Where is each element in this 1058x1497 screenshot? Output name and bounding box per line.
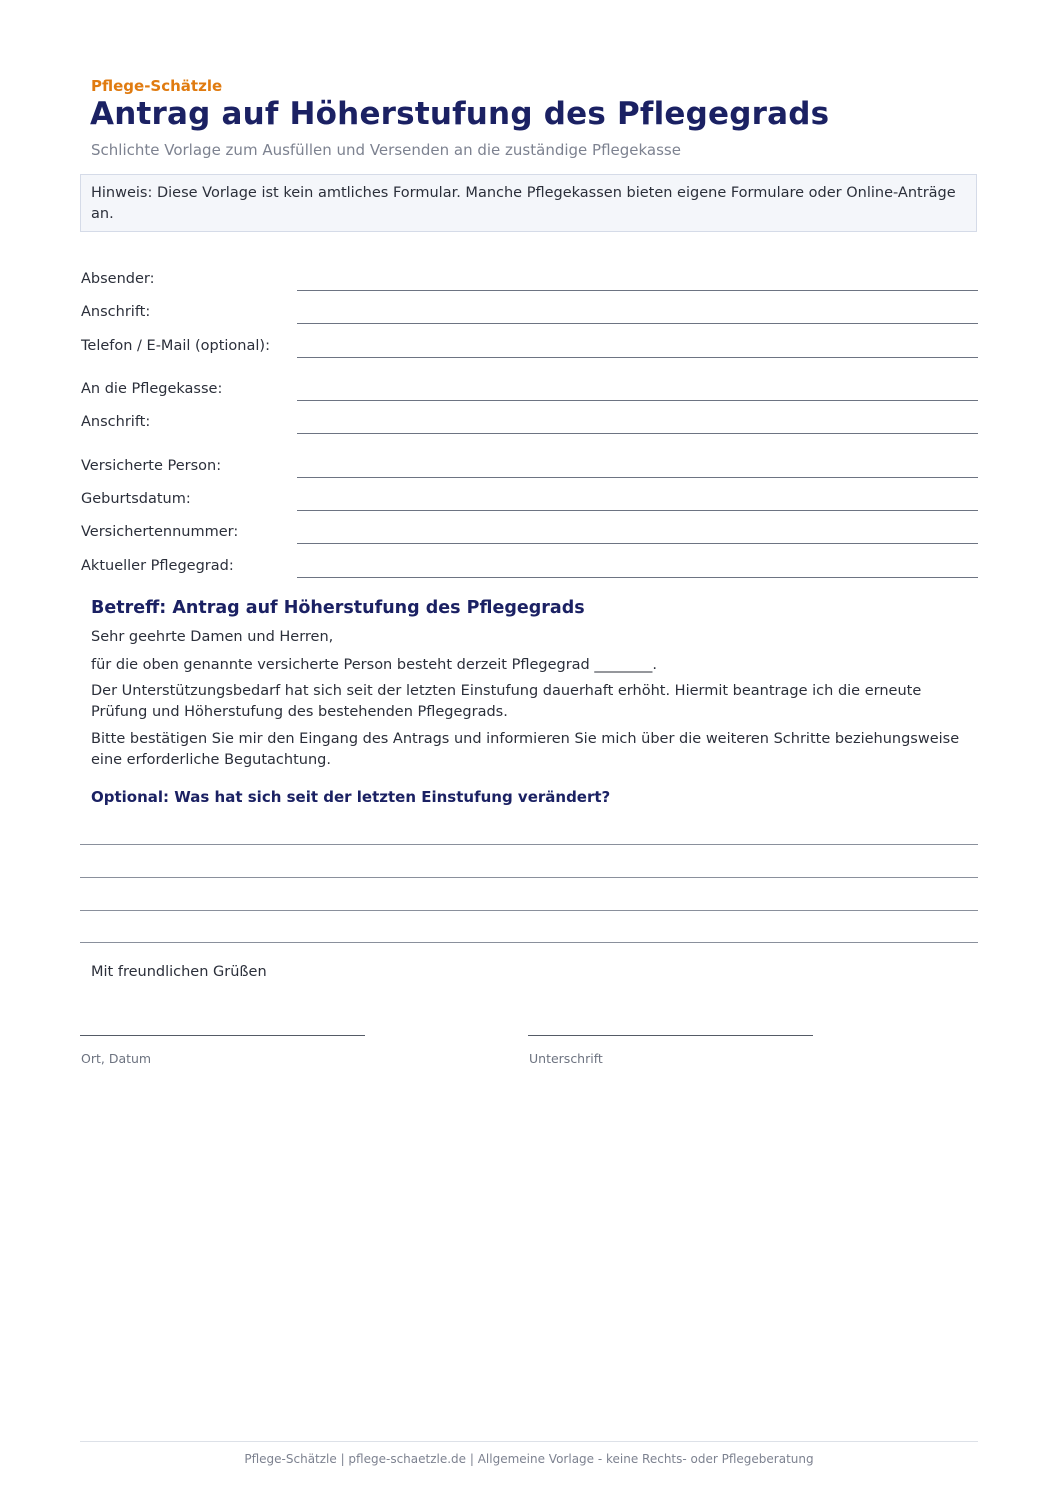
field-label: Geburtsdatum:	[81, 491, 191, 507]
field-label: Telefon / E-Mail (optional):	[81, 338, 270, 354]
notice-text: Hinweis: Diese Vorlage ist kein amtliches Formular. Manche Pflegekassen bieten eigene Formulare oder Online-Anträge an.	[91, 185, 956, 222]
place-date-line[interactable]	[80, 1035, 365, 1036]
letter-salutation: Sehr geehrte Damen und Herren,	[91, 629, 334, 645]
letter-closing: Mit freundlichen Grüßen	[91, 964, 267, 980]
geburtsdatum-input-line[interactable]	[297, 510, 978, 511]
field-label: Versicherte Person:	[81, 458, 222, 474]
pflegegrad-input-line[interactable]	[297, 577, 978, 578]
field-geburtsdatum	[81, 489, 978, 513]
anschrift-sender-input-line[interactable]	[297, 323, 978, 324]
versicherte-person-input-line[interactable]	[297, 477, 978, 478]
field-absender	[81, 269, 978, 293]
signature-label: Unterschrift	[529, 1051, 603, 1066]
field-pflegegrad	[81, 556, 978, 580]
pflegekasse-input-line[interactable]	[297, 400, 978, 401]
letter-paragraph: für die oben genannte versicherte Person besteht derzeit Pflegegrad ________.	[91, 657, 657, 673]
page-title: Antrag auf Höherstufung des Pflegegrads	[90, 96, 830, 132]
field-anschrift-sender	[81, 302, 978, 326]
answer-line[interactable]	[80, 844, 978, 845]
signature-line[interactable]	[528, 1035, 813, 1036]
page-footer: Pflege-Schätzle | pflege-schaetzle.de | Allgemeine Vorlage - keine Rechts- oder Pflegeberatung	[244, 1452, 814, 1466]
answer-line[interactable]	[80, 910, 978, 911]
answer-line[interactable]	[80, 877, 978, 878]
brand-name: Pflege-Schätzle	[91, 77, 223, 95]
notice-box	[80, 174, 977, 232]
answer-line[interactable]	[80, 942, 978, 943]
letter-paragraph: Bitte bestätigen Sie mir den Eingang des Antrags und informieren Sie mich über die weiteren Schritte beziehungsweise eine erforderliche Begutachtung.	[91, 731, 960, 768]
absender-input-line[interactable]	[297, 290, 978, 291]
field-pflegekasse	[81, 379, 978, 403]
place-date-label: Ort, Datum	[81, 1051, 152, 1066]
optional-question-heading: Optional: Was hat sich seit der letzten Einstufung verändert?	[91, 788, 611, 806]
kontakt-input-line[interactable]	[297, 357, 978, 358]
field-label: Absender:	[81, 271, 155, 287]
footer-divider	[80, 1441, 978, 1442]
field-label: Anschrift:	[81, 414, 151, 430]
versichertennummer-input-line[interactable]	[297, 543, 978, 544]
field-kontakt	[81, 336, 978, 360]
field-versicherte-person	[81, 456, 978, 480]
field-label: Anschrift:	[81, 304, 151, 320]
letter-paragraph: Der Unterstützungsbedarf hat sich seit der letzten Einstufung dauerhaft erhöht. Hiermit beantrage ich die erneute Prüfung und Höherstufung des bestehenden Pflegegrads.	[91, 683, 922, 720]
field-anschrift-kasse	[81, 412, 978, 436]
field-versichertennummer	[81, 522, 978, 546]
anschrift-kasse-input-line[interactable]	[297, 433, 978, 434]
field-label: Aktueller Pflegegrad:	[81, 558, 234, 574]
letter-subject: Betreff: Antrag auf Höherstufung des Pflegegrads	[91, 598, 585, 618]
field-label: An die Pflegekasse:	[81, 381, 223, 397]
field-label: Versichertennummer:	[81, 524, 239, 540]
page-subtitle: Schlichte Vorlage zum Ausfüllen und Versenden an die zuständige Pflegekasse	[91, 141, 681, 159]
